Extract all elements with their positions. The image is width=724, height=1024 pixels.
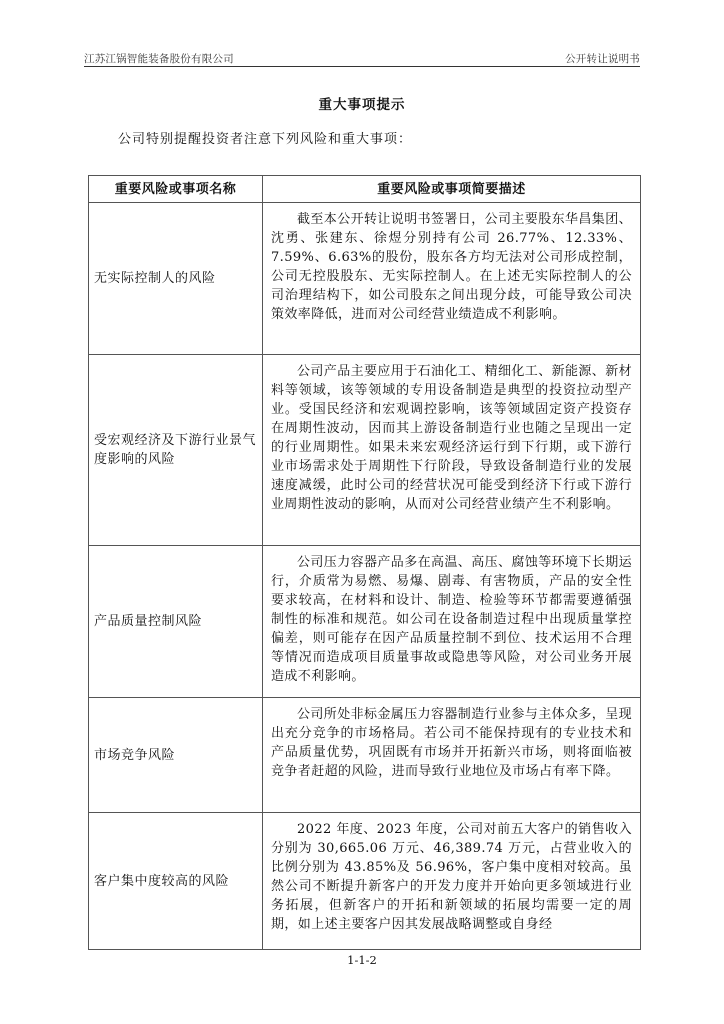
- page-number: 1-1-2: [347, 953, 377, 967]
- risk-table: [88, 175, 641, 950]
- section-title: 重大事项提示: [318, 97, 406, 113]
- risk-description: 公司压力容器产品多在高温、高压、腐蚀等环境下长期运行，介质常为易燃、易爆、剧毒、有害物质，产品的安全性要求较高，在材料和设计、制造、检验等环节都需要遵循强制性的标准和规范。如公司在设备制造过程中出现质量掌控偏差，则可能存在因产品质量控制不到位、技术运用不合理等情况而造成项目质量事故或隐患等风险，对公司业务开展造成不利影响。: [271, 555, 633, 684]
- column-header-name: 重要风险或事项名称: [89, 176, 263, 203]
- header-doc-type: 公开转让说明书: [565, 53, 640, 65]
- risk-description: 公司产品主要应用于石油化工、精细化工、新能源、新材料等领域，该等领域的专用设备制造是典型的投资拉动型产业。受国民经济和宏观调控影响，该等领域固定资产投资存在周期性波动，因而其上游设备制造行业也随之呈现出一定的行业周期性。如果未来宏观经济运行到下行期，或下游行业市场需求处于周期性下行阶段，导致设备制造行业的发展速度减缓，此时公司的经营状况可能受到经济下行或下游行业周期性波动的影响，从而对公司经营业绩产生不利影响。: [271, 364, 633, 512]
- page-header: [84, 50, 640, 67]
- table-row: [89, 203, 641, 355]
- table-row: [89, 813, 641, 950]
- risk-name: 市场竞争风险: [89, 698, 263, 813]
- risk-description: 2022 年度、2023 年度，公司对前五大客户的销售收入分别为 30,665.06 万元、46,389.74 万元，占营业收入的比例分别为 43.85%及 56.96%，客户集中度相对较高。虽然公司不断提升新客户的开发力度并开始向更多领域进行业务拓展，但新客户的开拓和新领域的拓展均需要一定的周期，如上述主要客户因其发展战略调整或自身经: [271, 822, 632, 932]
- header-company: 江苏江锅智能装备股份有限公司: [84, 53, 234, 65]
- risk-name: 客户集中度较高的风险: [89, 813, 263, 950]
- intro-text: 公司特别提醒投资者注意下列风险和重大事项：: [118, 132, 413, 147]
- column-header-desc: 重要风险或事项简要描述: [263, 176, 641, 203]
- risk-description: 公司所处非标金属压力容器制造行业参与主体众多，呈现出充分竞争的市场格局。若公司不能保持现有的专业技术和产品质量优势，巩固既有市场并开拓新兴市场，则将面临被竞争者赶超的风险，进而导致行业地位及市场占有率下降。: [271, 707, 633, 779]
- table-row: [89, 355, 641, 546]
- risk-name: 受宏观经济及下游行业景气度影响的风险: [89, 355, 263, 546]
- table-row: [89, 698, 641, 813]
- risk-name: 产品质量控制风险: [89, 546, 263, 698]
- table-header-row: [89, 176, 641, 203]
- table-row: [89, 546, 641, 698]
- risk-description: 截至本公开转让说明书签署日，公司主要股东华昌集团、沈勇、张建东、徐煜分别持有公司 26.77%、12.33%、7.59%、6.63%的股份，股东各方均无法对公司形成控制，公司无控股股东、无实际控制人。在上述无实际控制人的公司治理结构下，如公司股东之间出现分歧，可能导致公司决策效率降低，进而对公司经营业绩造成不利影响。: [271, 212, 633, 322]
- risk-name: 无实际控制人的风险: [89, 203, 263, 355]
